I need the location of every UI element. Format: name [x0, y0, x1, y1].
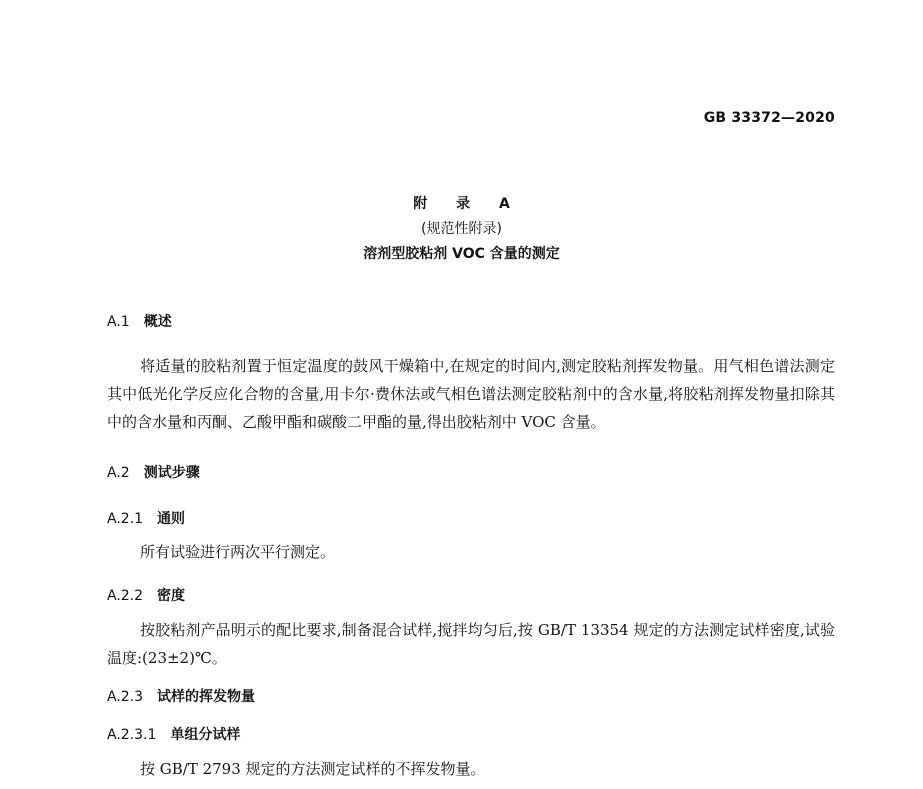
- section-heading-a231: [107, 724, 240, 744]
- annex-title: 附 录 A: [413, 196, 522, 212]
- section-title: 试样的挥发物量: [157, 689, 256, 705]
- section-number: A.2.3: [107, 689, 144, 705]
- section-title: 概述: [143, 314, 172, 330]
- section-title: 密度: [157, 588, 186, 604]
- paragraph-a22: 按胶粘剂产品明示的配比要求,制备混合试样,搅拌均匀后,按 GB/T 13354 规定的方法测定试样密度,试验温度:(23±2)℃。: [107, 621, 835, 667]
- section-number: A.1: [107, 314, 130, 330]
- section-number: A.2: [107, 465, 130, 481]
- section-heading-a23: [107, 686, 255, 706]
- section-title: 测试步骤: [143, 465, 200, 481]
- section-heading-a21: [107, 508, 185, 528]
- paragraph-a21: 所有试验进行两次平行测定。: [140, 543, 336, 561]
- section-number: A.2.2: [107, 588, 144, 604]
- paragraph-a231: 按 GB/T 2793 规定的方法测定试样的不挥发物量。: [140, 760, 486, 778]
- paragraph-a1: 将适量的胶粘剂置于恒定温度的鼓风干燥箱中,在规定的时间内,测定胶粘剂挥发物量。用气相色谱法测定其中低光化学反应化合物的含量,用卡尔·费休法或气相色谱法测定胶粘剂中的含水量,将胶粘剂挥发物量扣除其中的含水量和丙酮、乙酸甲酯和碳酸二甲酯的量,得出胶粘剂中 VOC 含量。: [107, 357, 835, 431]
- section-heading-a1: [107, 311, 172, 331]
- section-number: A.2.1: [107, 511, 144, 527]
- section-title: 单组分试样: [170, 727, 241, 743]
- annex-type: (规范性附录): [421, 221, 502, 237]
- section-heading-a2: [107, 462, 200, 482]
- section-heading-a22: [107, 585, 185, 605]
- standard-code: GB 33372—2020: [703, 110, 835, 126]
- section-title: 通则: [157, 511, 186, 527]
- annex-subject: 溶剂型胶粘剂 VOC 含量的测定: [363, 246, 560, 262]
- section-number: A.2.3.1: [107, 727, 157, 743]
